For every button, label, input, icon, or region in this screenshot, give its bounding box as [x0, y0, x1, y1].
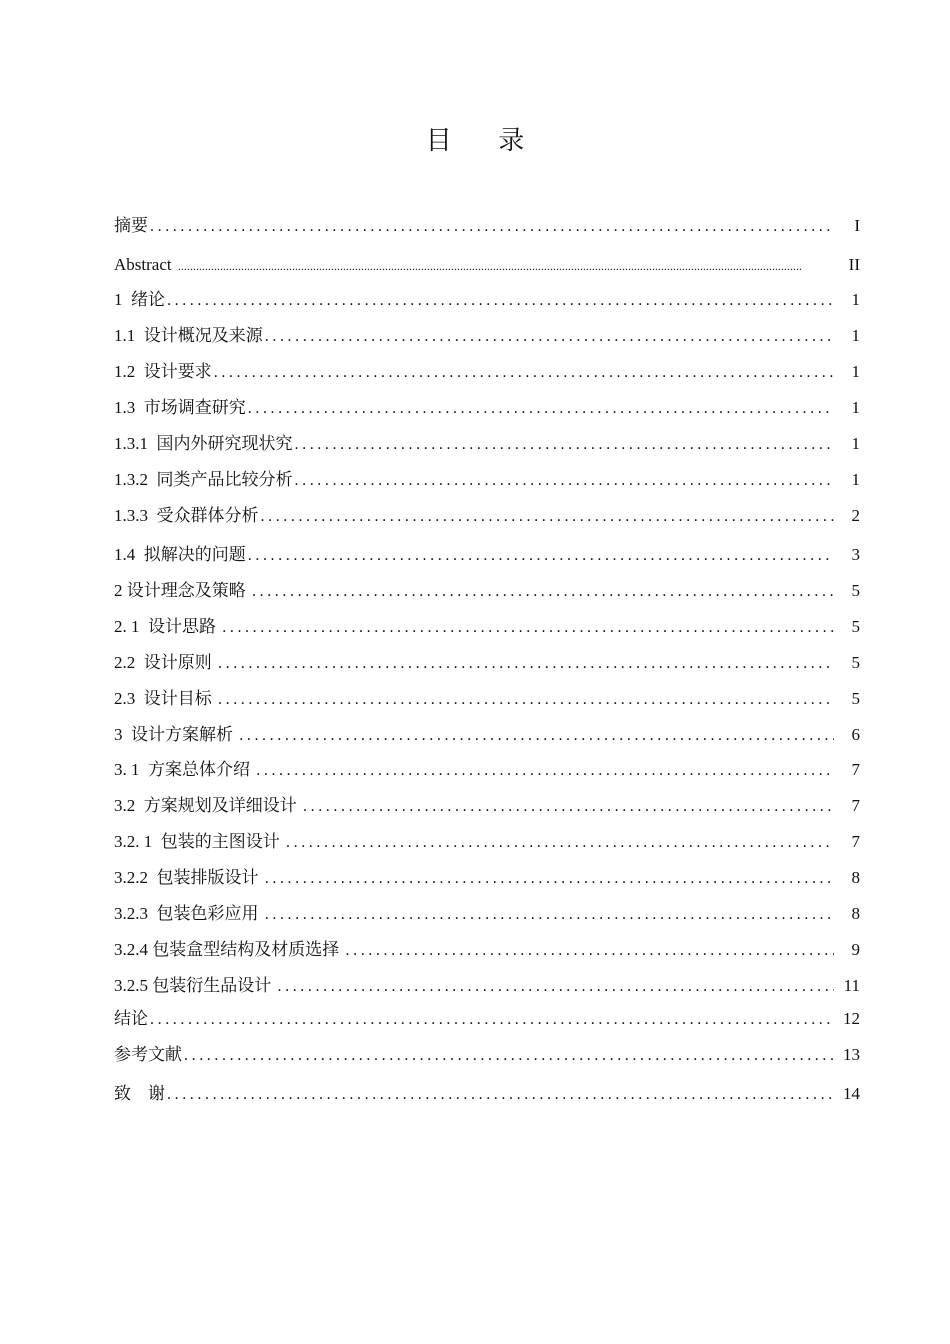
toc-entry[interactable]: [114, 687, 860, 711]
toc-entry-page: 1: [851, 470, 860, 489]
toc-entry[interactable]: [114, 794, 860, 818]
dot-leader: [150, 215, 834, 239]
toc-entry-label: 3.2.3 包装色彩应用: [114, 904, 263, 923]
toc-entry-page: 13: [843, 1045, 860, 1064]
toc-entry[interactable]: [114, 396, 860, 420]
toc-entry[interactable]: [114, 360, 860, 384]
toc-entry-label: 1.4 拟解决的问题: [114, 545, 246, 564]
dot-leader: [265, 325, 834, 349]
dot-leader: [178, 254, 834, 278]
dot-leader: [252, 580, 834, 604]
toc-entry[interactable]: [114, 504, 860, 528]
dot-leader: [214, 361, 834, 385]
toc-entry-page: 12: [843, 1009, 860, 1028]
dot-leader: [218, 652, 834, 676]
toc-entry[interactable]: [114, 830, 860, 854]
dot-leader: [248, 397, 834, 421]
toc-entry[interactable]: [114, 288, 860, 312]
dot-leader: [248, 544, 834, 568]
dot-leader: [167, 289, 834, 313]
toc-entry-page: II: [848, 255, 860, 274]
toc-entry-page: 3: [851, 545, 860, 564]
toc-entry[interactable]: [114, 902, 860, 926]
toc-entry-abstract-en[interactable]: [114, 253, 860, 277]
toc-entry-label: 2.2 设计原则: [114, 653, 216, 672]
toc-entry-page: 8: [851, 868, 860, 887]
toc-entry-label: 2 设计理念及策略: [114, 581, 250, 600]
toc-entry-page: 7: [851, 760, 860, 779]
dot-leader: [295, 469, 835, 493]
toc-entry-page: 1: [851, 290, 860, 309]
toc-entry-label: 参考文献: [114, 1045, 182, 1064]
dot-leader: [265, 867, 834, 891]
dot-leader: [222, 616, 834, 640]
toc-entry-abstract-cn[interactable]: [114, 214, 860, 238]
toc-entry[interactable]: [114, 615, 860, 639]
toc-entry[interactable]: [114, 723, 860, 747]
dot-leader: [239, 724, 834, 748]
toc-entry-label: 3.2.5 包装衍生品设计: [114, 976, 276, 995]
dot-leader: [150, 1008, 834, 1032]
dot-leader: [218, 688, 834, 712]
dot-leader: [286, 831, 834, 855]
toc-entry-label: 3.2 方案规划及详细设计: [114, 796, 301, 815]
dot-leader: [256, 759, 834, 783]
dot-leader: [295, 433, 835, 457]
toc-entry-page: 1: [851, 398, 860, 417]
toc-entry-page: 7: [851, 832, 860, 851]
toc-entry-page: 1: [851, 326, 860, 345]
toc-entry-label: 3.2.4 包装盒型结构及材质选择: [114, 940, 344, 959]
dot-leader: [303, 795, 834, 819]
dot-leader: [184, 1044, 834, 1068]
page-title: 目 录: [425, 126, 545, 155]
toc-entry-label: 结论: [114, 1009, 148, 1028]
dot-leader: [278, 975, 835, 999]
toc-entry-label: 1 绪论: [114, 290, 165, 309]
toc-entry-label: Abstract: [114, 255, 176, 274]
toc-entry-page: 2: [851, 506, 860, 525]
toc-entry-label: 2. 1 设计思路: [114, 617, 221, 636]
toc-entry[interactable]: [114, 758, 860, 782]
toc-entry[interactable]: [114, 1082, 860, 1106]
toc-entry[interactable]: [114, 651, 860, 675]
toc-entry-label: 3.2.2 包装排版设计: [114, 868, 263, 887]
toc-entry-page: 8: [851, 904, 860, 923]
toc-entry[interactable]: [114, 974, 860, 998]
toc-entry-label: 1.3.1 国内外研究现状究: [114, 434, 293, 453]
toc-entry-page: 9: [851, 940, 860, 959]
toc-entry[interactable]: [114, 1007, 860, 1031]
toc-entry[interactable]: [114, 543, 860, 567]
toc-entry-page: 1: [851, 434, 860, 453]
toc-entry-page: 5: [851, 581, 860, 600]
toc-entry-label: 1.3.2 同类产品比较分析: [114, 470, 293, 489]
dot-leader: [346, 939, 835, 963]
toc-entry[interactable]: [114, 432, 860, 456]
toc-entry-label: 1.2 设计要求: [114, 362, 212, 381]
toc-entry-label: 1.1 设计概况及来源: [114, 326, 263, 345]
toc-entry-label: 摘要: [114, 216, 148, 235]
toc-entry-page: 1: [851, 362, 860, 381]
toc-entry-page: 11: [843, 976, 860, 995]
dot-leader: [265, 903, 834, 927]
toc-entry-label: 3 设计方案解析: [114, 725, 238, 744]
toc-entry-page: 5: [851, 617, 860, 636]
toc-entry-label: 致 谢: [114, 1084, 165, 1103]
toc-entry-label: 1.3.3 受众群体分析: [114, 506, 259, 525]
toc-entry-page: 6: [851, 725, 860, 744]
toc-entry-page: 5: [851, 689, 860, 708]
toc-entry-label: 1.3 市场调查研究: [114, 398, 246, 417]
toc-entry[interactable]: [114, 866, 860, 890]
toc-entry[interactable]: [114, 579, 860, 603]
toc-entry-page: 7: [851, 796, 860, 815]
dot-leader: [167, 1083, 834, 1107]
dot-leader: [261, 505, 835, 529]
toc-entry-label: 3.2. 1 包装的主图设计: [114, 832, 284, 851]
toc-entry-label: 3. 1 方案总体介绍: [114, 760, 255, 779]
toc-entry[interactable]: [114, 468, 860, 492]
toc-entry-label: 2.3 设计目标: [114, 689, 216, 708]
toc-entry[interactable]: [114, 1043, 860, 1067]
toc-entry[interactable]: [114, 324, 860, 348]
toc-entry-page: 14: [843, 1084, 860, 1103]
toc-entry-page: I: [854, 216, 860, 235]
toc-entry-page: 5: [851, 653, 860, 672]
toc-entry[interactable]: [114, 938, 860, 962]
